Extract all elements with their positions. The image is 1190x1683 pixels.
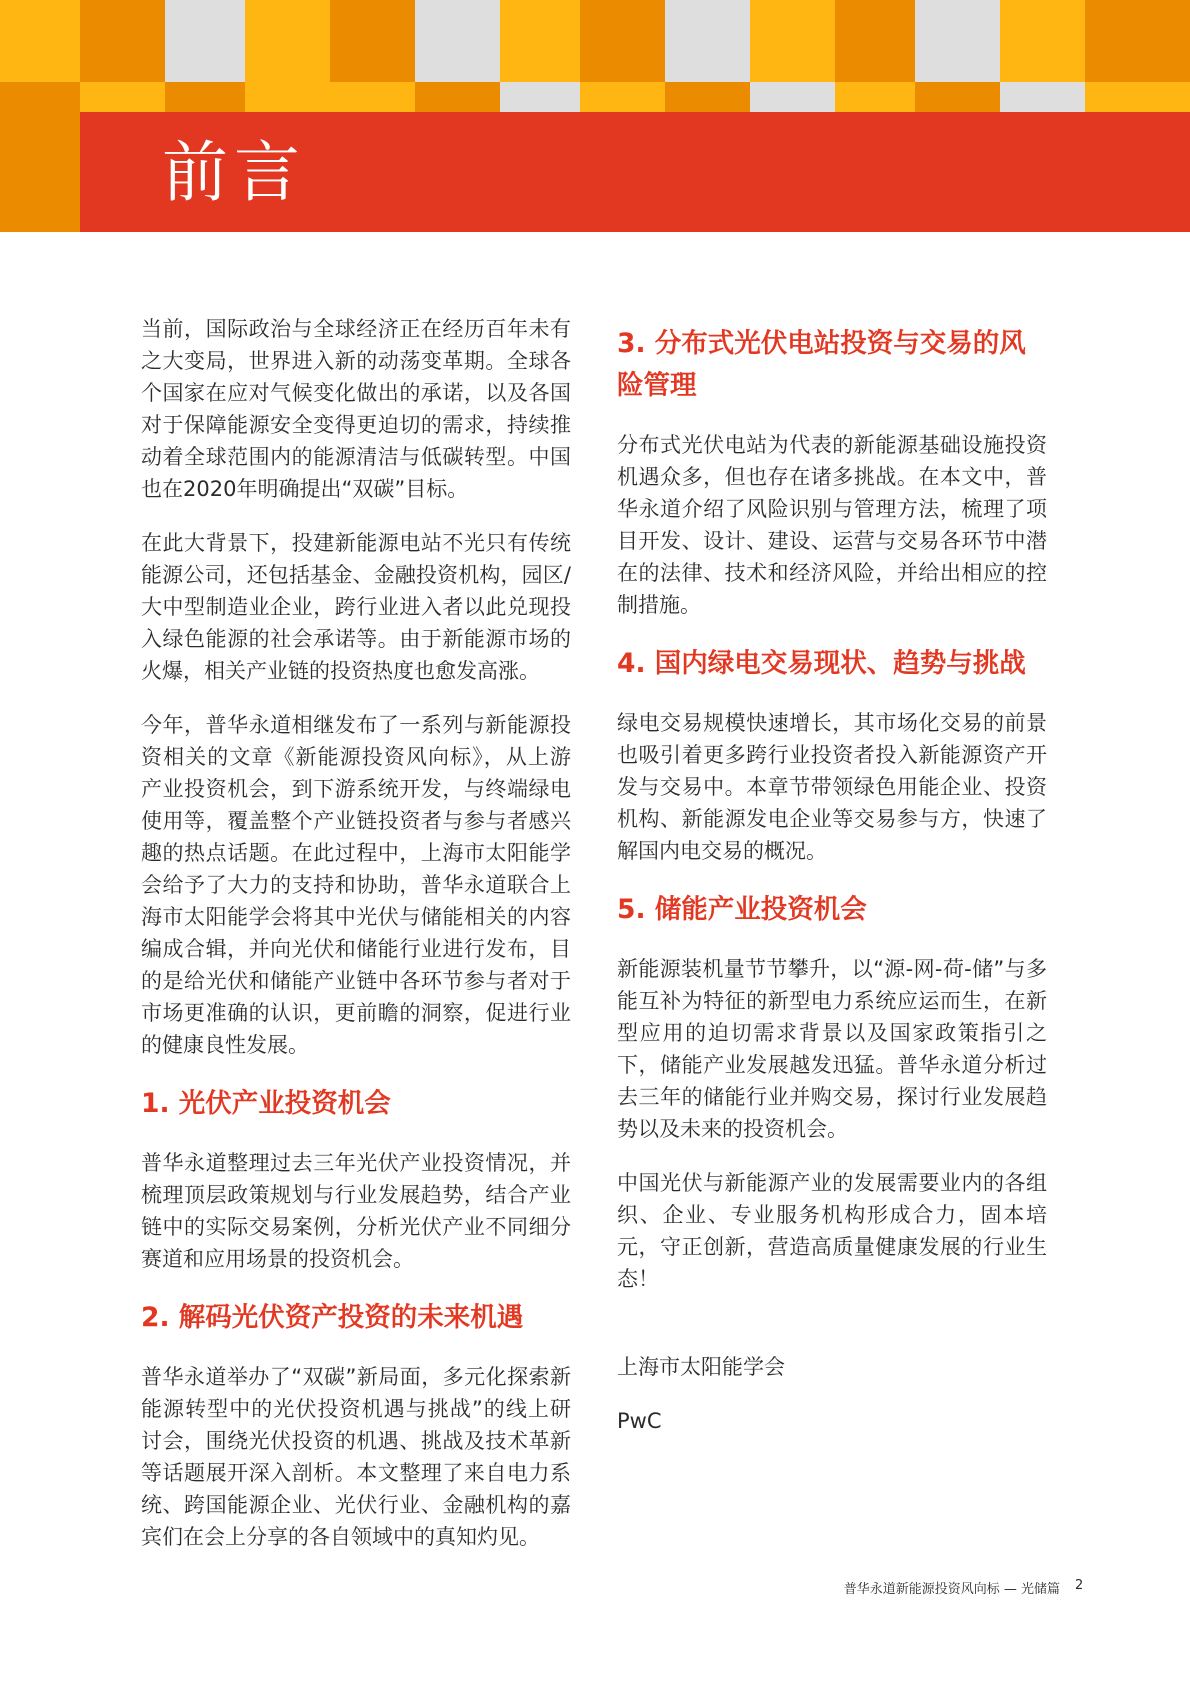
pattern-tile [500, 82, 580, 112]
pattern-tile [580, 82, 665, 112]
right-column [617, 323, 1047, 1437]
pattern-tile [165, 82, 245, 112]
pattern-tile [500, 0, 580, 82]
pattern-tile [1000, 82, 1085, 112]
pattern-tile [835, 0, 915, 82]
pattern-tile [835, 82, 915, 112]
pattern-tile [80, 82, 165, 112]
pattern-tile [0, 0, 80, 82]
section-heading: 4. 国内绿电交易现状、趋势与挑战 [617, 648, 1026, 679]
pattern-tile [415, 82, 500, 112]
page-number: 2 [1075, 1578, 1084, 1593]
pattern-tile [1085, 82, 1190, 112]
pattern-tile [0, 82, 80, 232]
pattern-tile [165, 0, 245, 82]
header-banner [0, 0, 1190, 232]
section-body: 绿电交易规模快速增长，其市场化交易的前景也吸引着更多跨行业投资者投入新能源资产开发与交易中。本章节带领绿色用能企业、投资机构、新能源发电企业等交易参与方，快速了解国内电交易的概况。 [617, 711, 1047, 863]
section-body: 普华永道举办了“双碳”新局面，多元化探索新能源转型中的光伏投资机遇与挑战”的线上研讨会，围绕光伏投资的机遇、挑战及技术革新等话题展开深入剖析。本文整理了来自电力系统、跨国能源企业、光伏行业、金融机构的嘉宾们在会上分享的各自领域中的真知灼见。 [141, 1365, 571, 1549]
page-title: 前言 [162, 134, 306, 211]
pattern-tile [245, 0, 330, 82]
pattern-tile [245, 82, 330, 112]
pattern-tile [330, 0, 415, 82]
left-column [141, 313, 571, 1575]
section-body: 分布式光伏电站为代表的新能源基础设施投资机遇众多，但也存在诸多挑战。在本文中，普华永道介绍了风险识别与管理方法，梳理了项目开发、设计、建设、运营与交易各环节中潜在的法律、技术和经济风险，并给出相应的控制措施。 [617, 433, 1047, 617]
page-footer [680, 1578, 1084, 1597]
pattern-tile [915, 0, 1000, 82]
pattern-tile [580, 0, 665, 82]
intro-paragraph: 在此大背景下，投建新能源电站不光只有传统能源公司，还包括基金、金融投资机构，园区/大中型制造业企业，跨行业进入者以此兑现投入绿色能源的社会承诺等。由于新能源市场的火爆，相关产业链的投资热度也愈发高涨。 [141, 531, 571, 683]
pattern-tile [750, 0, 835, 82]
pattern-tile [80, 0, 165, 82]
section-heading: 1. 光伏产业投资机会 [141, 1088, 391, 1119]
pattern-tile [665, 0, 750, 82]
signature-pwc: PwC [617, 1409, 662, 1433]
intro-paragraph: 当前，国际政治与全球经济正在经历百年未有之大变局，世界进入新的动荡变革期。全球各个国家在应对气候变化做出的承诺，以及各国对于保障能源安全变得更迫切的需求，持续推动着全球范围内的能源清洁与低碳转型。中国也在2020年明确提出“双碳”目标。 [141, 317, 571, 501]
section-heading: 5. 储能产业投资机会 [617, 894, 867, 925]
pattern-tile [330, 82, 415, 112]
pattern-tile [1085, 0, 1190, 82]
pattern-tile [915, 82, 1000, 112]
title-band [80, 112, 1190, 232]
pattern-tile [750, 82, 835, 112]
section-body: 普华永道整理过去三年光伏产业投资情况，并梳理顶层政策规划与行业发展趋势，结合产业链中的实际交易案例，分析光伏产业不同细分赛道和应用场景的投资机会。 [141, 1151, 571, 1271]
intro-paragraph: 今年，普华永道相继发布了一系列与新能源投资相关的文章《新能源投资风向标》，从上游产业投资机会，到下游系统开发，与终端绿电使用等，覆盖整个产业链投资者与参与者感兴趣的热点话题。在此过程中，上海市太阳能学会给予了大力的支持和协助，普华永道联合上海市太阳能学会将其中光伏与储能相关的内容编成合辑，并向光伏和储能行业进行发布，目的是给光伏和储能产业链中各环节参与者对于市场更准确的认识，更前瞻的洞察，促进行业的健康良性发展。 [141, 713, 571, 1057]
section-heading: 3. 分布式光伏电站投资与交易的风险管理 [617, 328, 1026, 401]
section-body: 新能源装机量节节攀升，以“源-网-荷-储”与多能互补为特征的新型电力系统应运而生，在新型应用的迫切需求背景以及国家政策指引之下，储能产业发展越发迅猛。普华永道分析过去三年的储能行业并购交易，探讨行业发展趋势以及未来的投资机会。 [617, 957, 1047, 1141]
pattern-tile [665, 82, 750, 112]
section-heading: 2. 解码光伏资产投资的未来机遇 [141, 1302, 524, 1333]
pattern-tile [415, 0, 500, 82]
pattern-tile [1000, 0, 1085, 82]
closing-paragraph: 中国光伏与新能源产业的发展需要业内的各组织、企业、专业服务机构形成合力，固本培元，守正创新，营造高质量健康发展的行业生态！ [617, 1171, 1047, 1291]
footer-publication-title: 普华永道新能源投资风向标 — 光储篇 [843, 1582, 1060, 1597]
signature-organization: 上海市太阳能学会 [617, 1355, 785, 1379]
